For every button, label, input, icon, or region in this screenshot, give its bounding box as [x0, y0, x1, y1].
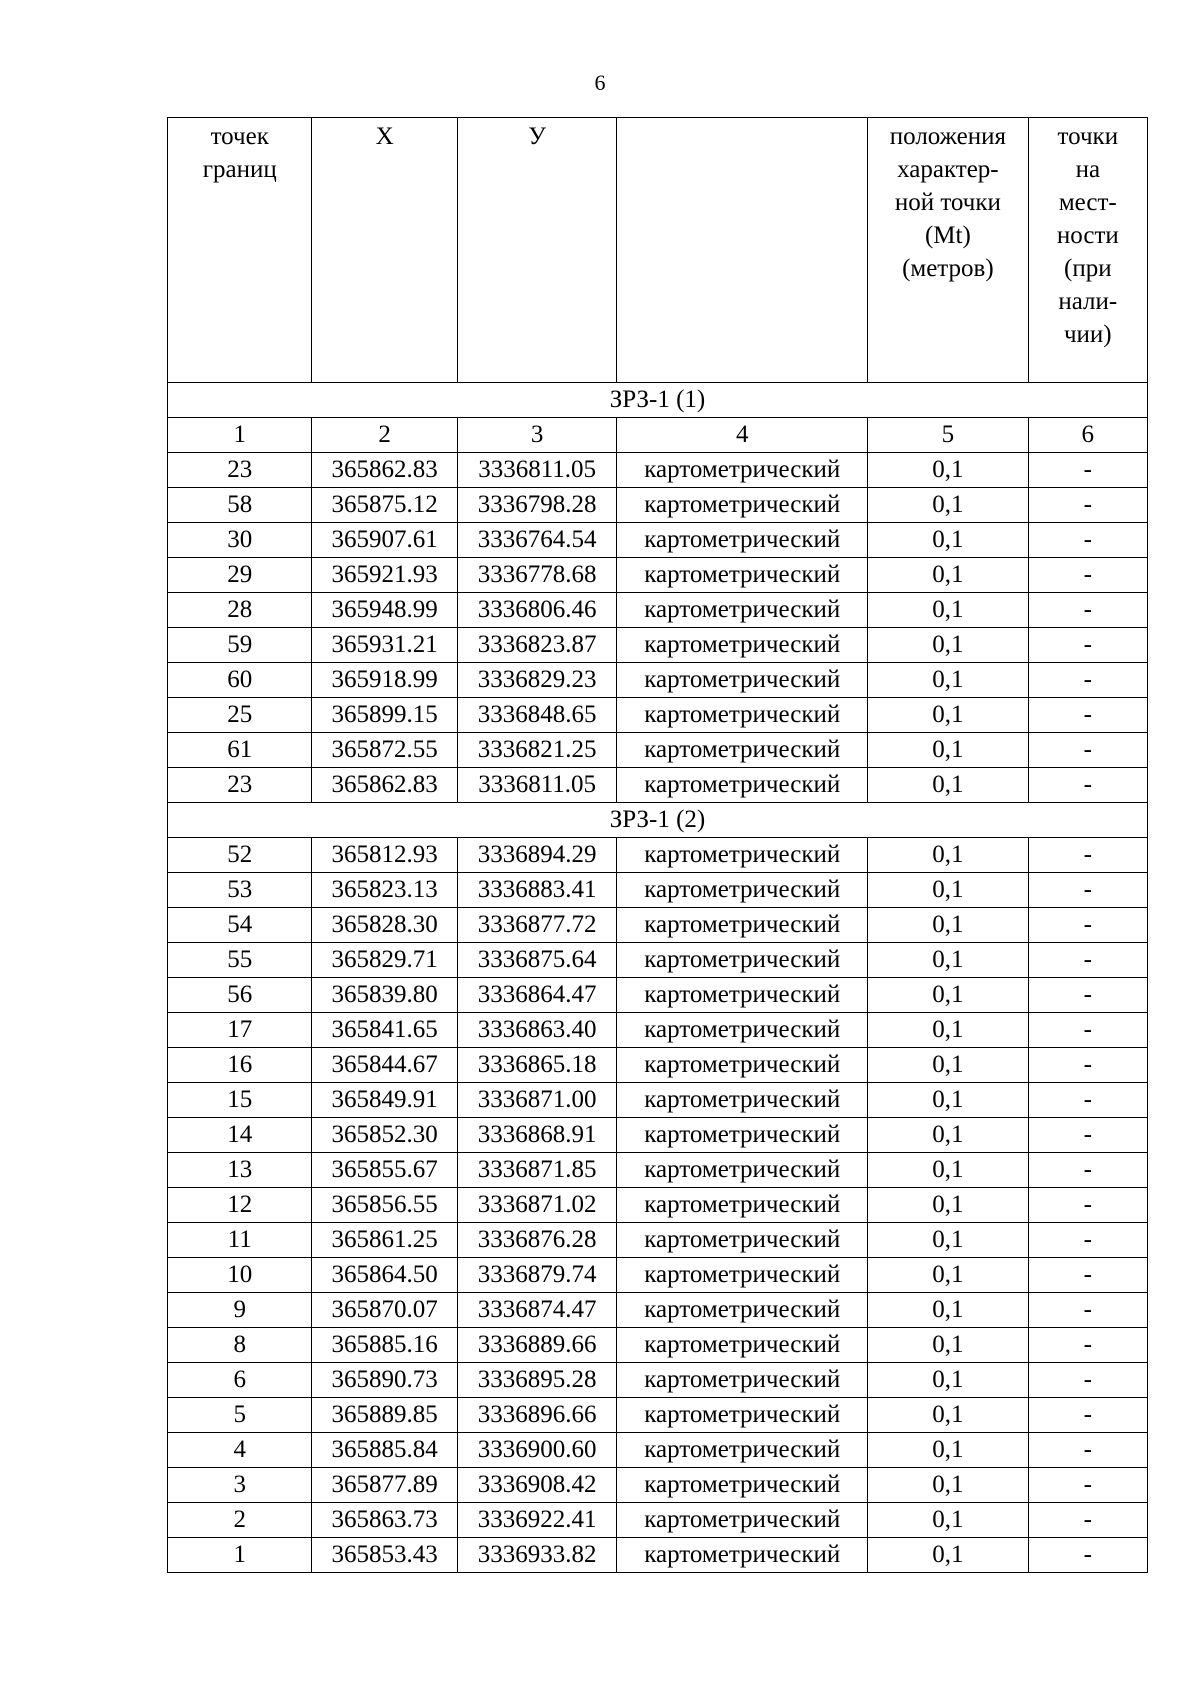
table-cell: 54	[168, 908, 312, 943]
table-cell: 3336811.05	[457, 453, 616, 488]
table-cell: 0,1	[868, 943, 1028, 978]
table-cell: -	[1028, 628, 1147, 663]
table-cell: -	[1028, 1118, 1147, 1153]
table-row	[168, 663, 1148, 698]
table-cell: 23	[168, 453, 312, 488]
table-row	[168, 1468, 1148, 1503]
header-text: положения	[889, 123, 1006, 150]
table-cell: 0,1	[868, 1363, 1028, 1398]
table-cell: 0,1	[868, 628, 1028, 663]
table-row	[168, 1328, 1148, 1363]
table-cell: 3336865.18	[457, 1048, 616, 1083]
table-cell: 0,1	[868, 1223, 1028, 1258]
table-cell: 9	[168, 1293, 312, 1328]
table-cell: 0,1	[868, 698, 1028, 733]
table-cell: картометрический	[617, 1328, 868, 1363]
table-cell: 365872.55	[312, 733, 457, 768]
header-text: (при	[1064, 255, 1112, 282]
table-cell: 3336908.42	[457, 1468, 616, 1503]
table-cell: 3336894.29	[457, 838, 616, 873]
header-text: ной точки	[894, 189, 1001, 216]
table-cell: картометрический	[617, 663, 868, 698]
table-cell: -	[1028, 1468, 1147, 1503]
table-cell: 17	[168, 1013, 312, 1048]
table-cell: 0,1	[868, 873, 1028, 908]
table-cell: -	[1028, 663, 1147, 698]
table-cell: картометрический	[617, 1363, 868, 1398]
table-cell: картометрический	[617, 908, 868, 943]
table-cell: -	[1028, 1258, 1147, 1293]
table-cell: 365856.55	[312, 1188, 457, 1223]
table-cell: -	[1028, 593, 1147, 628]
table-cell: -	[1028, 943, 1147, 978]
table-row	[168, 1363, 1148, 1398]
table-cell: картометрический	[617, 558, 868, 593]
table-row	[168, 628, 1148, 663]
table-cell: 0,1	[868, 1538, 1028, 1573]
table-row	[168, 1083, 1148, 1118]
table-cell: 30	[168, 523, 312, 558]
column-number-row	[168, 418, 1148, 453]
table-row	[168, 1013, 1148, 1048]
table-cell: картометрический	[617, 1153, 868, 1188]
table-cell: 365852.30	[312, 1118, 457, 1153]
table-cell: -	[1028, 768, 1147, 803]
table-cell: 365921.93	[312, 558, 457, 593]
table-cell: 365828.30	[312, 908, 457, 943]
header-text: (Mt)	[924, 222, 971, 249]
table-cell: 365823.13	[312, 873, 457, 908]
table-cell: 365829.71	[312, 943, 457, 978]
table-cell: картометрический	[617, 1083, 868, 1118]
table-cell: 365899.15	[312, 698, 457, 733]
table-cell: -	[1028, 733, 1147, 768]
table-cell: картометрический	[617, 873, 868, 908]
table-cell: 3336876.28	[457, 1223, 616, 1258]
table-cell: -	[1028, 488, 1147, 523]
table-cell: картометрический	[617, 768, 868, 803]
table-cell: -	[1028, 453, 1147, 488]
table-cell: 3336821.25	[457, 733, 616, 768]
table-cell: 3336823.87	[457, 628, 616, 663]
section-title: ЗРЗ-1 (1)	[168, 383, 1148, 418]
table-row	[168, 1503, 1148, 1538]
table-cell: 365890.73	[312, 1363, 457, 1398]
table-cell: 5	[868, 418, 1028, 453]
table-row	[168, 733, 1148, 768]
table-cell: 0,1	[868, 1293, 1028, 1328]
table-cell: картометрический	[617, 1398, 868, 1433]
table-cell: -	[1028, 698, 1147, 733]
table-cell: 3336871.85	[457, 1153, 616, 1188]
table-cell: 29	[168, 558, 312, 593]
table-cell: -	[1028, 1503, 1147, 1538]
table-cell: картометрический	[617, 978, 868, 1013]
table-cell: 0,1	[868, 978, 1028, 1013]
table-cell: 56	[168, 978, 312, 1013]
header-cell-method	[617, 118, 868, 383]
table-cell: 0,1	[868, 1433, 1028, 1468]
table-cell: картометрический	[617, 1468, 868, 1503]
table-row	[168, 908, 1148, 943]
table-row	[168, 1293, 1148, 1328]
coordinates-table	[167, 117, 1148, 1573]
header-text: мест-	[1058, 189, 1117, 216]
table-cell: 6	[168, 1363, 312, 1398]
table-cell: 0,1	[868, 768, 1028, 803]
table-cell: 2	[312, 418, 457, 453]
table-cell: 365844.67	[312, 1048, 457, 1083]
table-cell: -	[1028, 1153, 1147, 1188]
table-cell: 58	[168, 488, 312, 523]
table-row	[168, 838, 1148, 873]
table-row	[168, 593, 1148, 628]
table-cell: 1	[168, 1538, 312, 1573]
table-cell: 365861.25	[312, 1223, 457, 1258]
table-cell: 365931.21	[312, 628, 457, 663]
header-cell-point-number	[168, 118, 312, 383]
table-cell: 3336871.02	[457, 1188, 616, 1223]
table-cell: 8	[168, 1328, 312, 1363]
table-cell: картометрический	[617, 593, 868, 628]
table-row	[168, 873, 1148, 908]
table-row	[168, 1223, 1148, 1258]
table-cell: -	[1028, 1363, 1147, 1398]
table-cell: 3336848.65	[457, 698, 616, 733]
table-cell: 3336874.47	[457, 1293, 616, 1328]
header-text: границ	[202, 156, 277, 183]
table-cell: картометрический	[617, 733, 868, 768]
table-cell: картометрический	[617, 1223, 868, 1258]
table-cell: 365841.65	[312, 1013, 457, 1048]
table-cell: 3336922.41	[457, 1503, 616, 1538]
table-row	[168, 453, 1148, 488]
table-cell: 365839.80	[312, 978, 457, 1013]
table-cell: 10	[168, 1258, 312, 1293]
table-row	[168, 1048, 1148, 1083]
table-cell: 365812.93	[312, 838, 457, 873]
table-cell: 53	[168, 873, 312, 908]
table-cell: 4	[168, 1433, 312, 1468]
table-cell: 52	[168, 838, 312, 873]
table-cell: 365875.12	[312, 488, 457, 523]
table-cell: 3336798.28	[457, 488, 616, 523]
table-cell: 25	[168, 698, 312, 733]
page-number: 6	[594, 70, 606, 95]
table-cell: 11	[168, 1223, 312, 1258]
table-cell: 0,1	[868, 908, 1028, 943]
table-cell: 4	[617, 418, 868, 453]
table-cell: 5	[168, 1398, 312, 1433]
header-text: ности	[1056, 222, 1119, 249]
table-row	[168, 523, 1148, 558]
table-cell: 13	[168, 1153, 312, 1188]
table-cell: 0,1	[868, 453, 1028, 488]
table-cell: -	[1028, 873, 1147, 908]
table-cell: картометрический	[617, 1503, 868, 1538]
table-cell: 0,1	[868, 558, 1028, 593]
table-row	[168, 558, 1148, 593]
table-cell: 365877.89	[312, 1468, 457, 1503]
header-text: нали-	[1058, 288, 1118, 315]
table-cell: 3	[168, 1468, 312, 1503]
table-row	[168, 488, 1148, 523]
table-cell: 3	[457, 418, 616, 453]
table-cell: 2	[168, 1503, 312, 1538]
table-cell: картометрический	[617, 523, 868, 558]
table-cell: -	[1028, 1433, 1147, 1468]
table-cell: -	[1028, 1293, 1147, 1328]
table-cell: 365862.83	[312, 768, 457, 803]
header-cell-x	[312, 118, 457, 383]
table-cell: 0,1	[868, 1468, 1028, 1503]
table-body	[168, 118, 1148, 1573]
table-cell: -	[1028, 1328, 1147, 1363]
table-row	[168, 978, 1148, 1013]
table-cell: 365948.99	[312, 593, 457, 628]
header-text: X	[375, 123, 394, 150]
header-row	[168, 118, 1148, 383]
table-cell: 3336895.28	[457, 1363, 616, 1398]
table-cell: 0,1	[868, 593, 1028, 628]
table-cell: -	[1028, 838, 1147, 873]
header-cell-accuracy	[868, 118, 1028, 383]
table-cell: 0,1	[868, 1328, 1028, 1363]
table-cell: картометрический	[617, 453, 868, 488]
table-cell: 1	[168, 418, 312, 453]
table-cell: 0,1	[868, 1083, 1028, 1118]
header-text: точек	[210, 123, 269, 150]
table-cell: 15	[168, 1083, 312, 1118]
table-cell: -	[1028, 1048, 1147, 1083]
table-cell: картометрический	[617, 698, 868, 733]
table-cell: 0,1	[868, 1503, 1028, 1538]
table-cell: 3336778.68	[457, 558, 616, 593]
table-cell: 0,1	[868, 1013, 1028, 1048]
table-row	[168, 1153, 1148, 1188]
table-cell: -	[1028, 908, 1147, 943]
table-cell: 365864.50	[312, 1258, 457, 1293]
table-cell: картометрический	[617, 943, 868, 978]
table-cell: 3336933.82	[457, 1538, 616, 1573]
table-cell: 365918.99	[312, 663, 457, 698]
table-row	[168, 1538, 1148, 1573]
table-row	[168, 1188, 1148, 1223]
table-cell: -	[1028, 978, 1147, 1013]
table-cell: -	[1028, 1223, 1147, 1258]
table-cell: картометрический	[617, 1048, 868, 1083]
section-title-row	[168, 383, 1148, 418]
table-cell: 3336806.46	[457, 593, 616, 628]
table-cell: 16	[168, 1048, 312, 1083]
section-title-row	[168, 803, 1148, 838]
table-cell: 3336829.23	[457, 663, 616, 698]
header-text: характер-	[897, 156, 999, 183]
table-cell: 3336889.66	[457, 1328, 616, 1363]
table-cell: 365885.84	[312, 1433, 457, 1468]
table-cell: 0,1	[868, 838, 1028, 873]
table-cell: картометрический	[617, 1538, 868, 1573]
table-cell: 365885.16	[312, 1328, 457, 1363]
table-cell: 3336877.72	[457, 908, 616, 943]
table-cell: 0,1	[868, 523, 1028, 558]
table-cell: 14	[168, 1118, 312, 1153]
table-cell: картометрический	[617, 1188, 868, 1223]
table-cell: 60	[168, 663, 312, 698]
table-row	[168, 1118, 1148, 1153]
table-cell: 0,1	[868, 1153, 1028, 1188]
header-cell-point-description	[1028, 118, 1147, 383]
table-cell: 3336868.91	[457, 1118, 616, 1153]
table-cell: 3336875.64	[457, 943, 616, 978]
table-cell: картометрический	[617, 1013, 868, 1048]
table-cell: 0,1	[868, 1048, 1028, 1083]
table-cell: 3336879.74	[457, 1258, 616, 1293]
table-cell: 55	[168, 943, 312, 978]
table-cell: -	[1028, 1398, 1147, 1433]
header-text: У	[528, 123, 546, 150]
table-cell: -	[1028, 1188, 1147, 1223]
table-cell: картометрический	[617, 628, 868, 663]
table-cell: 365889.85	[312, 1398, 457, 1433]
table-cell: картометрический	[617, 1433, 868, 1468]
table-cell: 12	[168, 1188, 312, 1223]
table-cell: 23	[168, 768, 312, 803]
table-cell: 3336900.60	[457, 1433, 616, 1468]
table-cell: 3336863.40	[457, 1013, 616, 1048]
table-cell: 365855.67	[312, 1153, 457, 1188]
table-cell: 3336811.05	[457, 768, 616, 803]
table-cell: 6	[1028, 418, 1147, 453]
table-cell: 0,1	[868, 1258, 1028, 1293]
header-cell-y	[457, 118, 616, 383]
table-cell: -	[1028, 1083, 1147, 1118]
table-cell: 3336764.54	[457, 523, 616, 558]
table-cell: -	[1028, 558, 1147, 593]
table-cell: картометрический	[617, 1258, 868, 1293]
table-cell: 365870.07	[312, 1293, 457, 1328]
table-cell: 3336883.41	[457, 873, 616, 908]
table-row	[168, 768, 1148, 803]
table-cell: 0,1	[868, 1118, 1028, 1153]
table-row	[168, 698, 1148, 733]
table-cell: 365849.91	[312, 1083, 457, 1118]
table-cell: -	[1028, 1538, 1147, 1573]
table-row	[168, 1258, 1148, 1293]
header-text: точки	[1057, 123, 1119, 150]
header-text: на	[1075, 156, 1101, 183]
table-cell: картометрический	[617, 1118, 868, 1153]
table-cell: -	[1028, 523, 1147, 558]
table-cell: 3336896.66	[457, 1398, 616, 1433]
table-cell: 0,1	[868, 1188, 1028, 1223]
table-cell: 365862.83	[312, 453, 457, 488]
table-cell: 0,1	[868, 733, 1028, 768]
table-row	[168, 1433, 1148, 1468]
table-cell: 0,1	[868, 1398, 1028, 1433]
table-cell: картометрический	[617, 488, 868, 523]
table-cell: 0,1	[868, 663, 1028, 698]
table-cell: 365863.73	[312, 1503, 457, 1538]
section-title: ЗРЗ-1 (2)	[168, 803, 1148, 838]
table-cell: 3336864.47	[457, 978, 616, 1013]
header-text: чии)	[1063, 321, 1112, 348]
table-cell: 0,1	[868, 488, 1028, 523]
table-cell: -	[1028, 1013, 1147, 1048]
table-cell: 365907.61	[312, 523, 457, 558]
table-cell: картометрический	[617, 838, 868, 873]
table-cell: 365853.43	[312, 1538, 457, 1573]
table-row	[168, 1398, 1148, 1433]
table-cell: 3336871.00	[457, 1083, 616, 1118]
table-cell: 59	[168, 628, 312, 663]
table-cell: 28	[168, 593, 312, 628]
table-cell: картометрический	[617, 1293, 868, 1328]
header-text: (метров)	[902, 255, 994, 282]
table-cell: 61	[168, 733, 312, 768]
table-row	[168, 943, 1148, 978]
